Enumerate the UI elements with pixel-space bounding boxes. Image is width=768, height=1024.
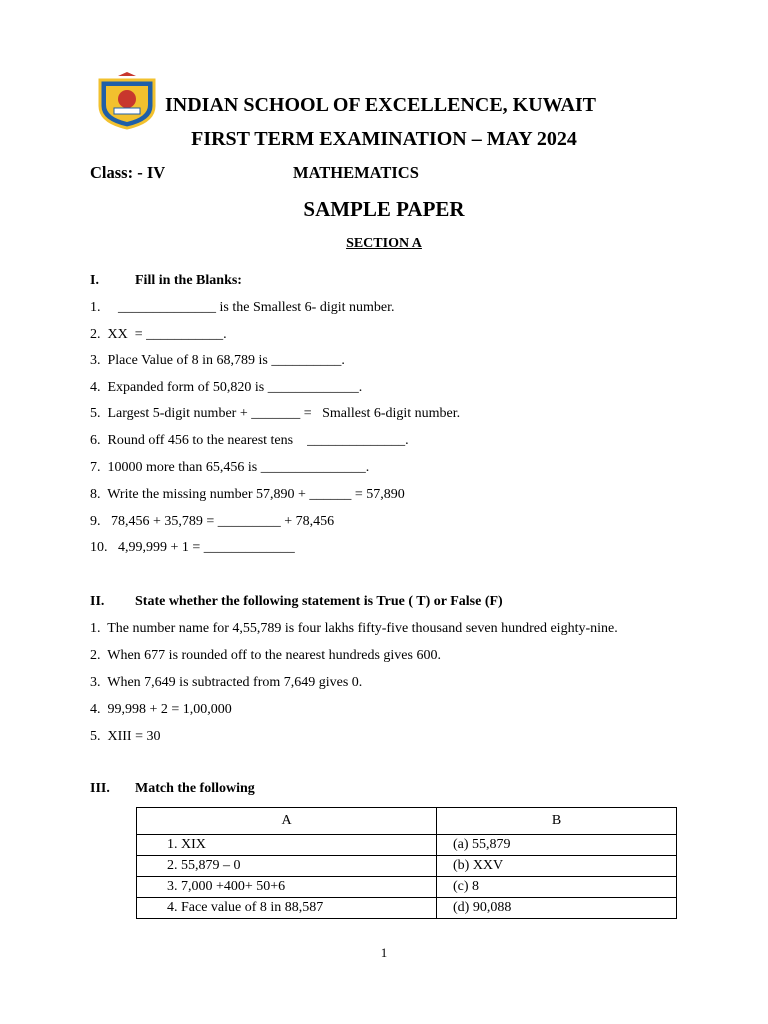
column-b-header: B bbox=[437, 808, 677, 835]
subject-label: MATHEMATICS bbox=[293, 163, 419, 182]
table-row bbox=[137, 877, 677, 898]
true-false-question: 5. XIII = 30 bbox=[90, 729, 161, 744]
table-row bbox=[137, 898, 677, 919]
section1-number: I. bbox=[90, 273, 99, 288]
match-table-header bbox=[137, 808, 677, 835]
blank-question: 6. Round off 456 to the nearest tens ______________. bbox=[90, 433, 409, 448]
true-false-question: 4. 99,998 + 2 = 1,00,000 bbox=[90, 702, 232, 717]
blank-question: 10. 4,99,999 + 1 = _____________ bbox=[90, 540, 295, 555]
match-cell-a: 4. Face value of 8 in 88,587 bbox=[137, 898, 437, 919]
paper-title: SAMPLE PAPER bbox=[303, 197, 465, 221]
school-name: INDIAN SCHOOL OF EXCELLENCE, KUWAIT bbox=[165, 94, 597, 116]
section1-title: Fill in the Blanks: bbox=[135, 273, 242, 288]
match-cell-b: (b) XXV bbox=[437, 856, 677, 877]
class-label: Class: - IV bbox=[90, 163, 166, 182]
blank-question: 7. 10000 more than 65,456 is _______________. bbox=[90, 460, 370, 475]
section2-title: State whether the following statement is True ( T) or False (F) bbox=[135, 594, 503, 609]
true-false-question: 1. The number name for 4,55,789 is four lakhs fifty-five thousand seven hundred eighty-nine. bbox=[90, 621, 618, 636]
blank-question: 8. Write the missing number 57,890 + ______ = 57,890 bbox=[90, 487, 405, 502]
blank-question: 5. Largest 5-digit number + _______ = Smallest 6-digit number. bbox=[90, 406, 461, 421]
section3-heading bbox=[90, 781, 255, 797]
true-false-question: 2. When 677 is rounded off to the nearest hundreds gives 600. bbox=[90, 648, 441, 663]
school-logo bbox=[96, 72, 158, 130]
section2-number: II. bbox=[90, 594, 105, 609]
match-cell-b: (a) 55,879 bbox=[437, 835, 677, 856]
section-heading: SECTION A bbox=[346, 236, 422, 251]
table-row bbox=[137, 856, 677, 877]
blank-question: 9. 78,456 + 35,789 = _________ + 78,456 bbox=[90, 514, 335, 529]
table-row bbox=[137, 835, 677, 856]
match-table bbox=[136, 807, 677, 919]
section1-heading bbox=[90, 273, 242, 289]
exam-title-text: FIRST TERM EXAMINATION – MAY 2024 bbox=[191, 128, 577, 150]
true-false-question: 3. When 7,649 is subtracted from 7,649 gives 0. bbox=[90, 675, 363, 690]
section3-title: Match the following bbox=[135, 781, 255, 796]
page-number: 1 bbox=[380, 945, 388, 960]
section2-heading bbox=[90, 594, 503, 610]
column-a-header: A bbox=[137, 808, 437, 835]
blank-question: 1. ______________ is the Smallest 6- digit number. bbox=[90, 300, 395, 315]
blank-question: 2. XX = ___________. bbox=[90, 327, 227, 342]
match-cell-a: 1. XIX bbox=[137, 835, 437, 856]
match-cell-b: (c) 8 bbox=[437, 877, 677, 898]
match-cell-a: 3. 7,000 +400+ 50+6 bbox=[137, 877, 437, 898]
blank-question: 3. Place Value of 8 in 68,789 is __________. bbox=[90, 353, 345, 368]
section3-number: III. bbox=[90, 781, 110, 796]
exam-title bbox=[0, 128, 768, 151]
blank-question: 4. Expanded form of 50,820 is _____________. bbox=[90, 380, 363, 395]
match-cell-a: 2. 55,879 – 0 bbox=[137, 856, 437, 877]
match-cell-b: (d) 90,088 bbox=[437, 898, 677, 919]
